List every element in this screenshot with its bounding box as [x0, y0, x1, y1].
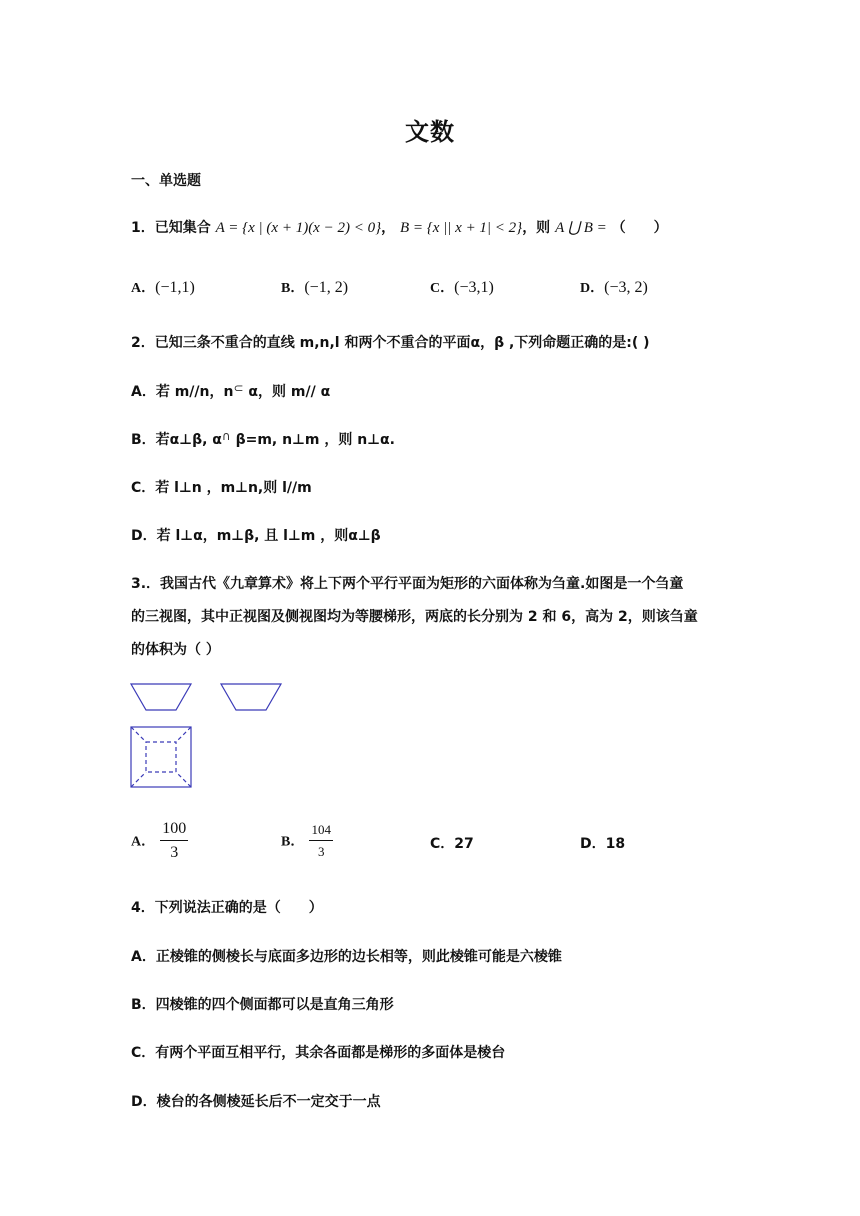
q1-option-b: [281, 277, 348, 297]
q2-option-d: D．若 l⊥α，m⊥β, 且 l⊥m ，则α⊥β: [131, 528, 381, 544]
question-3-line-1: 3.．我国古代《九章算术》将上下两个平行平面为矩形的六面体称为刍童.如图是一个刍童: [131, 576, 684, 592]
q4-option-d: D．棱台的各侧棱延长后不一定交于一点: [131, 1094, 381, 1110]
section-heading: 一、单选题: [131, 173, 201, 189]
top-view: [131, 727, 191, 787]
fraction-numerator: 104: [309, 822, 333, 841]
side-view-trapezoid: [221, 684, 281, 710]
q3-option-b: [281, 822, 333, 860]
question-4-stem: 4．下列说法正确的是（ ）: [131, 900, 323, 916]
question-3-line-3: 的体积为（ ）: [131, 642, 220, 658]
q2-option-b: [131, 429, 395, 449]
option-value: 18: [605, 836, 626, 852]
option-text-pre: 若 m//n，n: [155, 384, 234, 400]
option-label: A．: [131, 281, 156, 296]
q3-option-a: [131, 820, 188, 862]
option-text-post: α，则 m// α: [243, 384, 331, 400]
q4-option-b: B．四棱锥的四个侧面都可以是直角三角形: [131, 997, 394, 1013]
fraction-denominator: 3: [317, 844, 325, 859]
option-value: (−3,1): [454, 279, 494, 296]
q4-option-a: A．正棱锥的侧棱长与底面多边形的边长相等，则此棱锥可能是六棱锥: [131, 949, 562, 965]
q1-option-a: [131, 277, 195, 297]
option-label: B．: [131, 432, 156, 448]
three-view-figure: [128, 680, 288, 792]
option-text-pre: 若α⊥β, α: [155, 432, 222, 448]
union-expression: A ⋃ B =: [555, 220, 607, 236]
option-value: (−3, 2): [604, 279, 648, 296]
option-value: (−1, 2): [304, 279, 349, 296]
q2-option-a: [131, 381, 330, 401]
question-1-prefix: 已知集合: [154, 220, 211, 236]
q1-option-d: [580, 277, 648, 297]
question-1: [131, 217, 668, 237]
intersection-symbol: ∩: [221, 429, 231, 443]
question-1-number: 1．: [131, 220, 155, 236]
option-label: B．: [281, 834, 305, 850]
separator: ，: [381, 220, 396, 236]
subset-symbol: ⊂: [233, 381, 244, 395]
page-title: 文数: [405, 118, 455, 146]
q3-option-d: [580, 833, 625, 853]
option-label: C．: [430, 836, 455, 852]
option-label: A．: [131, 384, 156, 400]
set-a-expression: A = {x | (x + 1)(x − 2) < 0}: [215, 220, 382, 236]
fraction: [160, 820, 188, 862]
question-3-line-2: 的三视图，其中正视图及侧视图均为等腰梯形，两底的长分别为 2 和 6，高为 2，则该刍童: [131, 609, 698, 625]
option-label: A．: [131, 834, 156, 850]
option-label: C．: [430, 281, 455, 296]
q2-option-c: C．若 l⊥n ，m⊥n,则 l//m: [131, 480, 312, 496]
question-2-stem: 2．已知三条不重合的直线 m,n,l 和两个不重合的平面α，β ,下列命题正确的是:( ): [131, 335, 650, 351]
fraction: [309, 822, 333, 860]
set-b-expression: B = {x || x + 1| < 2}: [399, 220, 523, 236]
option-value: 27: [454, 836, 474, 852]
option-label: D．: [580, 281, 605, 296]
option-value: (−1,1): [155, 279, 195, 296]
q1-option-c: [430, 277, 494, 297]
option-text-post: β=m, n⊥m ，则 n⊥α.: [230, 432, 395, 448]
answer-paren: （ ）: [611, 220, 668, 236]
q3-option-c: [430, 833, 474, 853]
fraction-denominator: 3: [170, 844, 179, 861]
option-label: D．: [580, 836, 606, 852]
fraction-numerator: 100: [160, 820, 188, 841]
front-view-trapezoid: [131, 684, 191, 710]
option-label: B．: [281, 281, 305, 296]
q4-option-c: C．有两个平面互相平行，其余各面都是梯形的多面体是棱台: [131, 1045, 506, 1061]
then-word: ，则: [522, 220, 551, 236]
